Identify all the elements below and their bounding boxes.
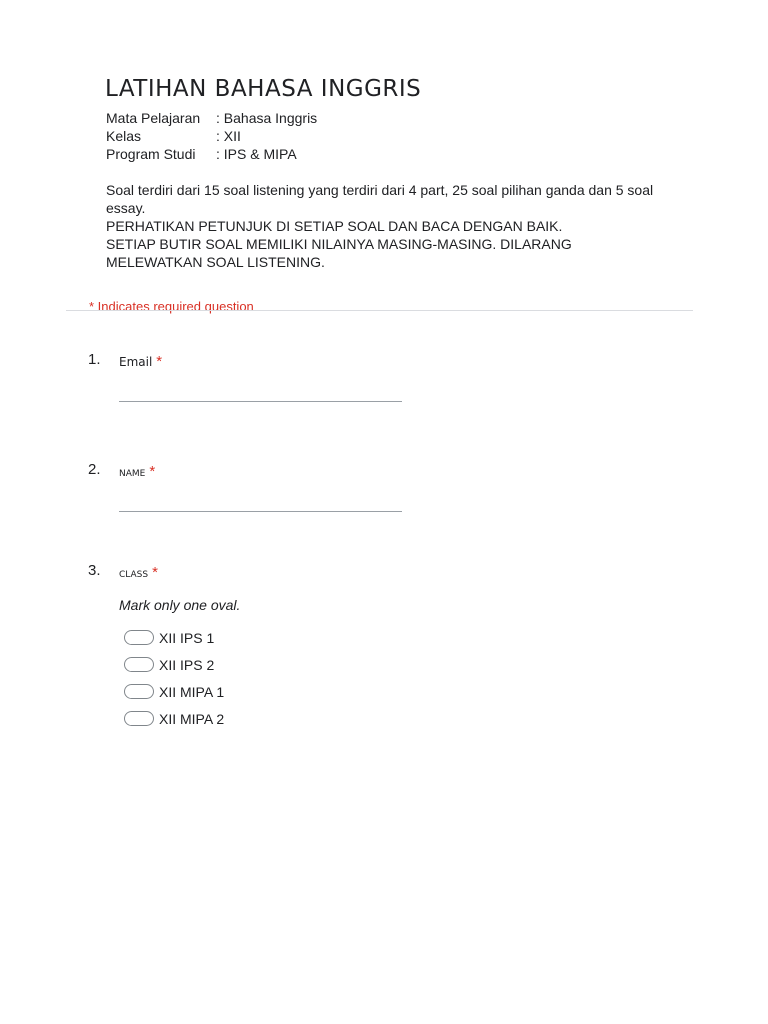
form-title: LATIHAN BAHASA INGGRIS bbox=[105, 76, 422, 102]
question-title bbox=[119, 463, 155, 480]
option-label: XII MIPA 1 bbox=[159, 683, 225, 700]
option-label: XII MIPA 2 bbox=[159, 710, 225, 727]
required-star-icon: * bbox=[152, 564, 158, 581]
oval-radio-icon[interactable] bbox=[124, 711, 154, 726]
question-title bbox=[119, 353, 162, 370]
email-field[interactable] bbox=[119, 401, 402, 402]
question-number: 1. bbox=[88, 351, 101, 368]
question-title-text: Email bbox=[119, 355, 153, 369]
name-field[interactable] bbox=[119, 511, 402, 512]
required-star-icon: * bbox=[149, 463, 156, 480]
required-question-note: * Indicates required question bbox=[89, 299, 254, 314]
info-value: : IPS & MIPA bbox=[216, 145, 297, 163]
oval-radio-icon[interactable] bbox=[124, 684, 154, 699]
option-xii-mipa-1[interactable] bbox=[124, 678, 224, 705]
info-value: : XII bbox=[216, 127, 241, 145]
question-title bbox=[119, 564, 158, 581]
form-info bbox=[106, 109, 317, 163]
option-label: XII IPS 1 bbox=[159, 629, 215, 646]
question-number: 2. bbox=[88, 461, 101, 478]
oval-radio-icon[interactable] bbox=[124, 630, 154, 645]
option-label: XII IPS 2 bbox=[159, 656, 215, 673]
class-options bbox=[124, 624, 224, 732]
option-xii-ips-2[interactable] bbox=[124, 651, 224, 678]
form-description bbox=[106, 181, 666, 271]
info-row-program bbox=[106, 145, 317, 163]
required-star-icon: * bbox=[156, 353, 163, 370]
oval-radio-icon[interactable] bbox=[124, 657, 154, 672]
info-row-subject bbox=[106, 109, 317, 127]
info-row-class bbox=[106, 127, 317, 145]
info-label: Program Studi bbox=[106, 146, 196, 162]
description-paragraph: PERHATIKAN PETUNJUK DI SETIAP SOAL DAN BACA DENGAN BAIK. bbox=[106, 218, 563, 234]
header-divider bbox=[66, 310, 693, 311]
description-paragraph: Soal terdiri dari 15 soal listening yang terdiri dari 4 part, 25 soal pilihan ganda dan 5 soal essay. bbox=[106, 182, 654, 216]
question-number: 3. bbox=[88, 562, 101, 579]
info-value: : Bahasa Inggris bbox=[216, 109, 317, 127]
question-title-text: name bbox=[119, 465, 146, 480]
option-xii-mipa-2[interactable] bbox=[124, 705, 224, 732]
option-xii-ips-1[interactable] bbox=[124, 624, 224, 651]
description-paragraph: SETIAP BUTIR SOAL MEMILIKI NILAINYA MASING-MASING. DILARANG MELEWATKAN SOAL LISTENING. bbox=[106, 236, 572, 270]
info-label: Mata Pelajaran bbox=[106, 110, 201, 126]
info-label: Kelas bbox=[106, 128, 142, 144]
question-title-text: class bbox=[119, 566, 149, 581]
question-hint: Mark only one oval. bbox=[119, 597, 241, 613]
